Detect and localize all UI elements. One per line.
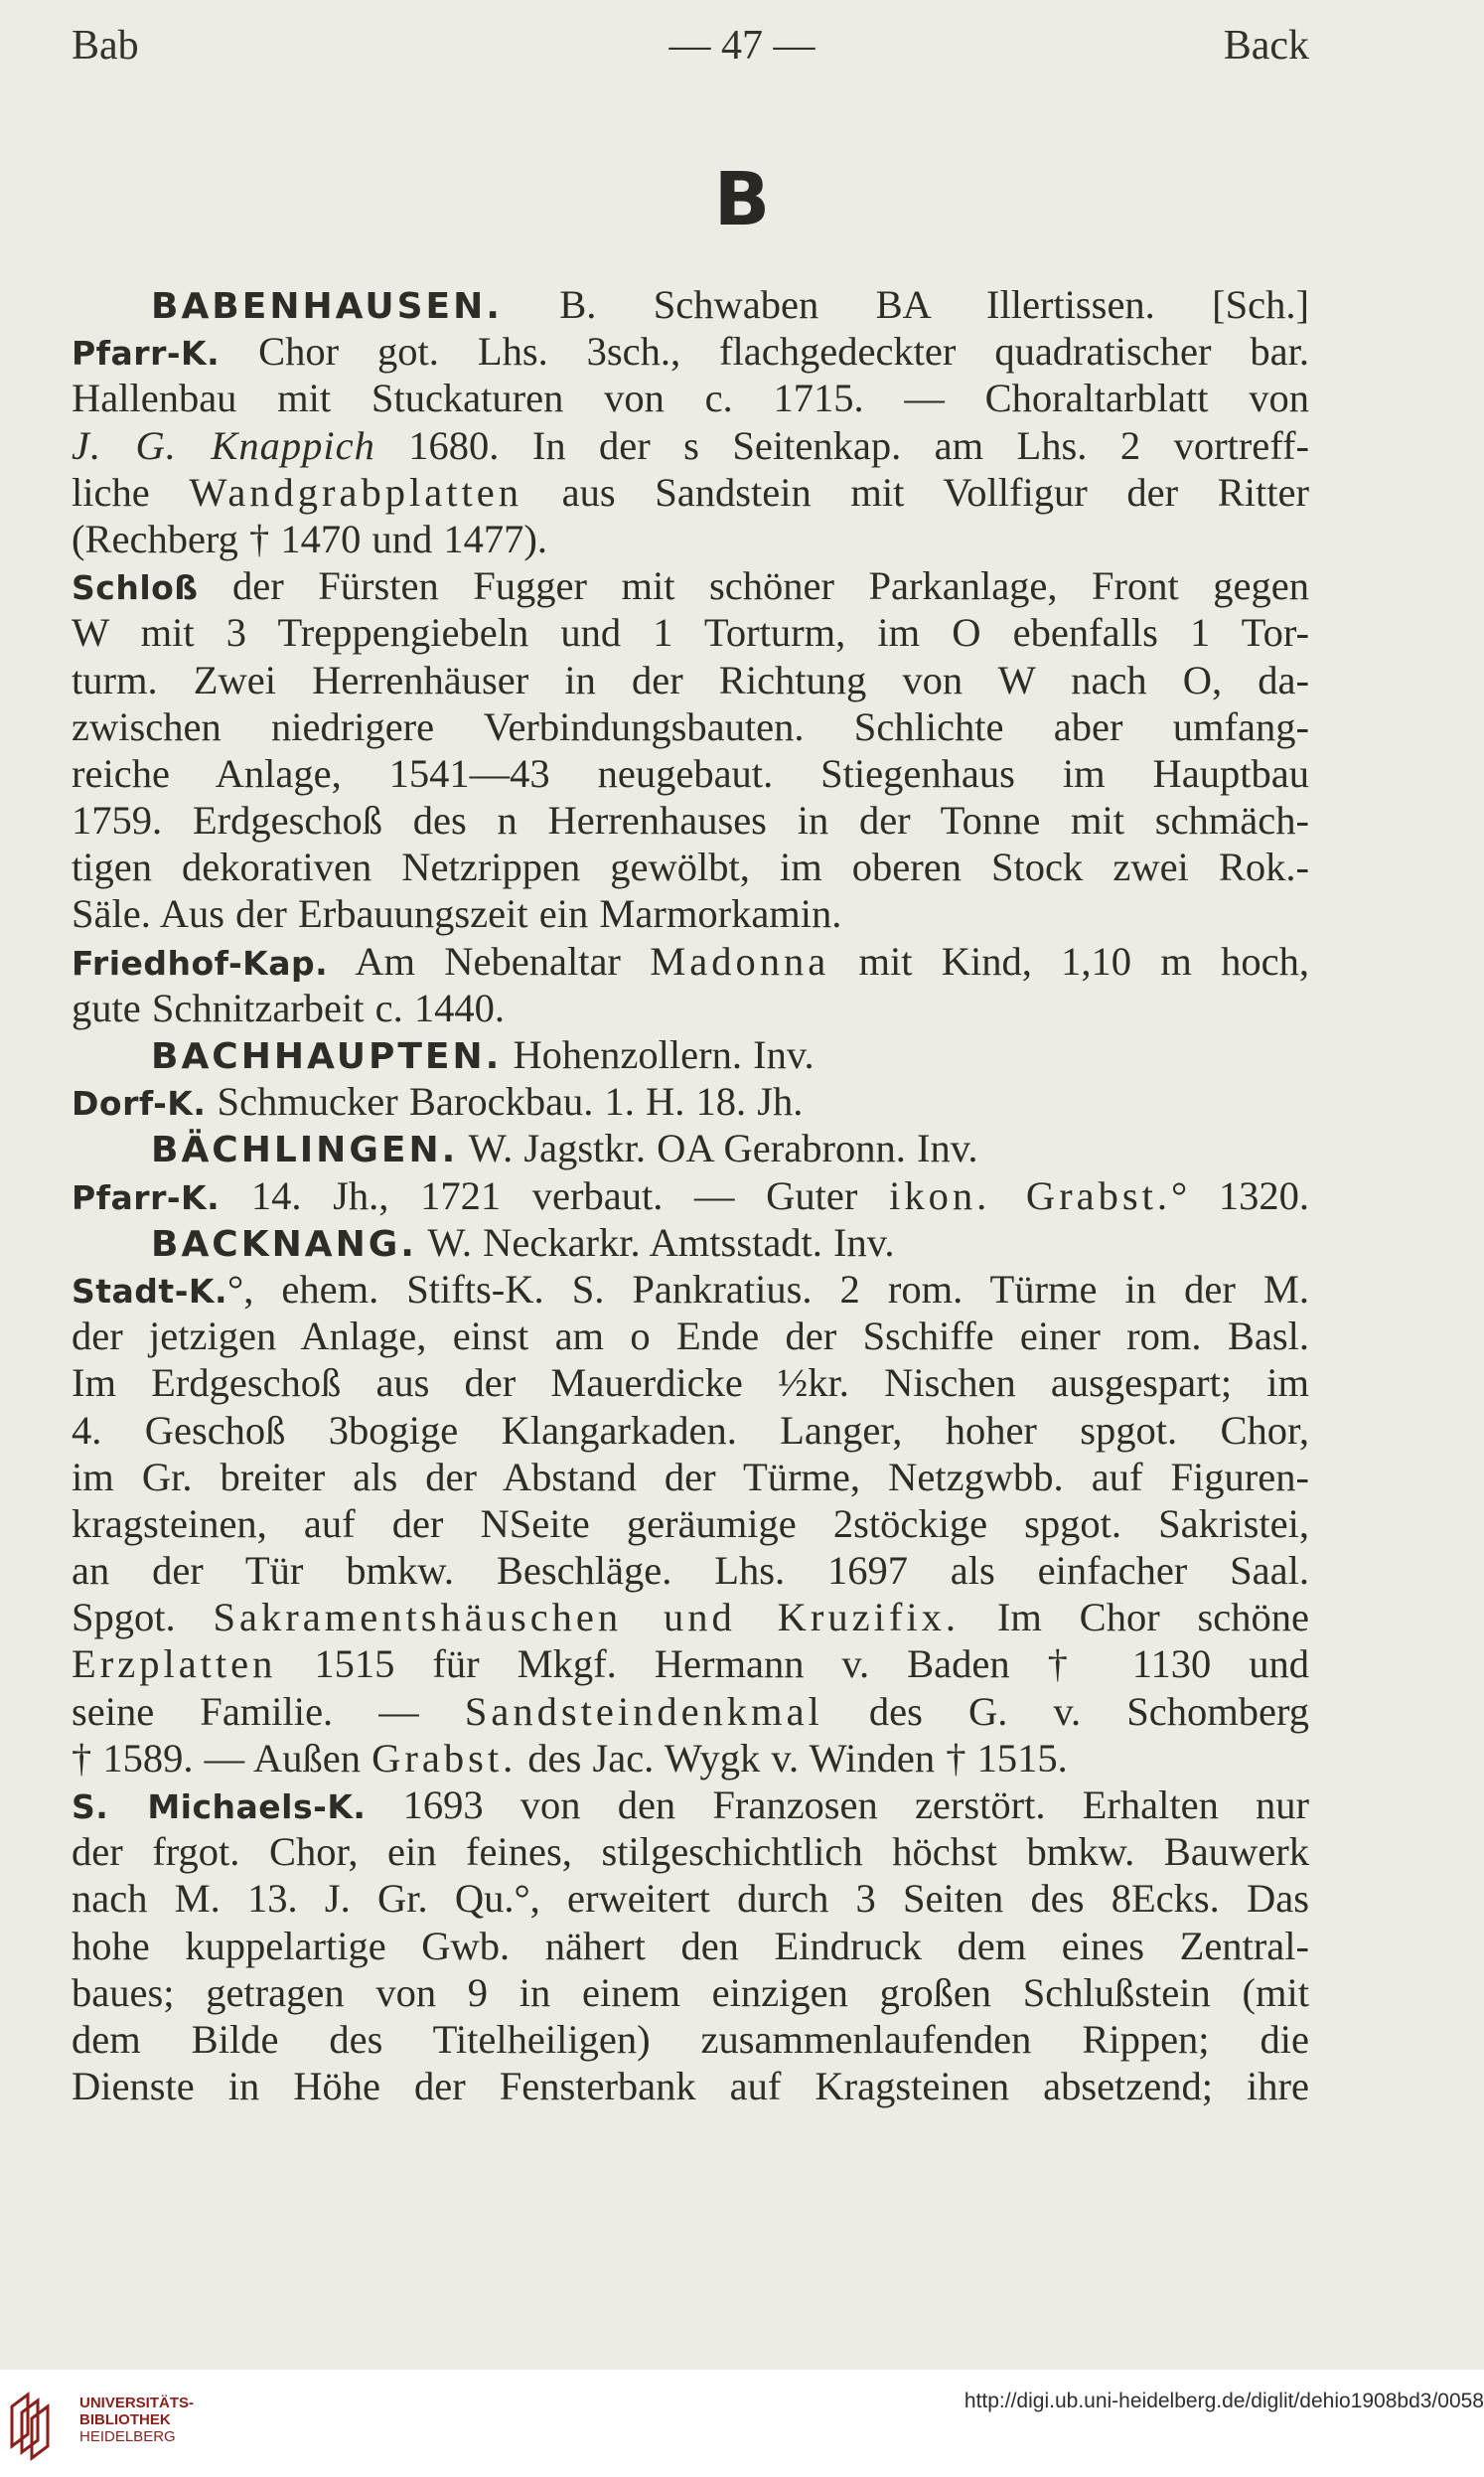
text-line: der frgot. Chor, ein feines, stilgeschichtlich höchst bmkw. Bauwerk [72, 1829, 1309, 1875]
text-line: Säle. Aus der Erbauungszeit ein Marmorkamin. [72, 891, 842, 937]
building-label: S. Michaels-K. [72, 1787, 367, 1826]
text-span: Chor got. Lhs. 3sch., flachgedeckter quadratischer bar. [220, 329, 1309, 375]
text-line [72, 469, 1309, 516]
place-heading: BACKNANG. [151, 1223, 417, 1265]
text-line [72, 562, 1309, 609]
library-name [79, 2395, 194, 2445]
text-line [72, 1688, 1309, 1735]
text-span: Sandsteindenkmal [464, 1688, 823, 1734]
library-name-line: BIBLIOTHEK [79, 2411, 171, 2428]
text-line: (Rechberg † 1470 und 1477). [72, 516, 548, 561]
text-line [72, 1031, 1309, 1078]
text-line: Dienste in Höhe der Fensterbank auf Kragsteinen absetzend; ihre [72, 2064, 1309, 2109]
text-span: der Fürsten Fugger mit schöner Parkanlage, Front gegen [198, 563, 1309, 609]
text-span: Wandgrabplatten [189, 469, 522, 515]
text-span: Madonna [650, 938, 830, 984]
running-head-right: Back [1223, 23, 1309, 69]
text-span: 14. Jh., 1721 verbaut. — Guter [220, 1172, 890, 1218]
text-span: Schmucker Barockbau. 1. H. 18. Jh. [206, 1079, 804, 1125]
text-line [72, 1640, 1309, 1687]
text-span: ° 1320. [1170, 1172, 1309, 1218]
place-heading: BÄCHLINGEN. [151, 1130, 459, 1171]
text-line: dem Bilde des Titelheiligen) zusammenlaufenden Rippen; die [72, 2016, 1309, 2062]
text-line: zwischen niedrigere Verbindungsbauten. Schlichte aber umfang- [72, 703, 1309, 749]
text-span: Sakramentshäuschen und Kruzifix. [213, 1595, 960, 1640]
text-line [72, 1735, 1309, 1781]
text-span: Grabst. [371, 1735, 518, 1780]
building-label: Schloß [72, 568, 199, 608]
building-label: Pfarr-K. [72, 334, 221, 374]
text-span: aus Sandstein mit Vollfigur der Ritter [521, 469, 1309, 515]
text-line: der jetzigen Anlage, einst am o Ende der Sschiffe einer rom. Basl. [72, 1314, 1309, 1359]
text-line: hohe kuppelartige Gwb. nähert den Eindruck dem eines Zentral- [72, 1923, 1309, 1968]
text-span: Im Chor schöne [959, 1595, 1309, 1640]
text-span: liche [72, 469, 190, 515]
text-span: ikon. Grabst. [889, 1172, 1171, 1218]
text-span: °, ehem. Stifts-K. S. Pankratius. 2 rom. Türme in der M. [227, 1266, 1309, 1312]
text-span: 1515 für Mkgf. Hermann v. Baden † 1130 und [276, 1641, 1309, 1687]
text-line [72, 1172, 1309, 1219]
source-url-link[interactable]: http://digi.ub.uni-heidelberg.de/diglit/dehio1908bd3/0058 [964, 2390, 1484, 2412]
text-line: W mit 3 Treppengiebeln und 1 Torturm, im O ebenfalls 1 Tor- [72, 610, 1309, 656]
text-line: 4. Geschoß 3bogige Klangarkaden. Langer, hoher spgot. Chor, [72, 1407, 1309, 1453]
text-line: Hallenbau mit Stuckaturen von c. 1715. — Choraltarblatt von [72, 376, 1309, 421]
text-span: W. Neckarkr. Amtsstadt. Inv. [416, 1219, 895, 1265]
section-letter: B [713, 157, 771, 242]
text-line: nach M. 13. J. Gr. Qu.°, erweitert durch 3 Seiten des 8Ecks. Das [72, 1876, 1309, 1922]
place-heading: BACHHAUPTEN. [151, 1036, 503, 1077]
library-name-line: UNIVERSITÄTS- [79, 2395, 195, 2411]
text-span: mit Kind, 1,10 m hoch, [829, 938, 1309, 984]
entry-text-block [72, 281, 1309, 2109]
text-line: reiche Anlage, 1541—43 neugebaut. Stiegenhaus im Hauptbau [72, 750, 1309, 796]
text-line: gute Schnitzarbeit c. 1440. [72, 985, 506, 1030]
text-line: baues; getragen von 9 in einem einzigen großen Schlußstein (mit [72, 1969, 1309, 2015]
text-line: turm. Zwei Herrenhäuser in der Richtung von W nach O, da- [72, 657, 1309, 702]
text-span: des Jac. Wygk v. Winden † 1515. [517, 1735, 1068, 1780]
text-line [72, 1219, 1309, 1266]
text-span: des G. v. Schomberg [822, 1688, 1309, 1734]
text-line [72, 1078, 1309, 1125]
running-head-left: Bab [72, 23, 139, 69]
footer-bar [0, 2370, 1484, 2477]
text-line [72, 281, 1309, 328]
text-span: Erzplatten [72, 1641, 277, 1687]
text-span: J. G. Knappich [72, 422, 375, 468]
place-heading: BABENHAUSEN. [151, 286, 503, 327]
text-line [72, 1781, 1309, 1828]
text-line [72, 1266, 1309, 1313]
text-line: 1759. Erdgeschoß des n Herrenhauses in der Tonne mit schmäch- [72, 798, 1309, 844]
text-line: im Gr. breiter als der Abstand der Türme, Netzgwbb. auf Figuren- [72, 1454, 1309, 1499]
text-span: Spgot. [72, 1595, 214, 1640]
text-span: 1680. In der s Seitenkap. am Lhs. 2 vortreff- [374, 422, 1309, 468]
text-line [72, 328, 1309, 375]
text-line: tigen dekorativen Netzrippen gewölbt, im oberen Stock zwei Rok.- [72, 845, 1309, 890]
library-logo-icon [8, 2387, 70, 2462]
text-line: an der Tür bmkw. Beschläge. Lhs. 1697 als einfacher Saal. [72, 1548, 1309, 1594]
text-span: Hohenzollern. Inv. [502, 1032, 815, 1077]
text-line [72, 422, 1309, 469]
text-span: W. Jagstkr. OA Gerabronn. Inv. [458, 1126, 978, 1171]
building-label: Pfarr-K. [72, 1177, 221, 1217]
text-span: seine Familie. — [72, 1688, 465, 1734]
text-line: Im Erdgeschoß aus der Mauerdicke ½kr. Nischen ausgespart; im [72, 1360, 1309, 1406]
text-line [72, 1594, 1309, 1640]
text-span: B. Schwaben BA Illertissen. [Sch.] [502, 282, 1309, 327]
text-span: † 1589. — Außen [72, 1735, 372, 1780]
page-number: — 47 — [668, 23, 816, 69]
building-label: Friedhof-Kap. [72, 943, 329, 983]
library-name-line: HEIDELBERG [79, 2428, 176, 2445]
text-line: kragsteinen, auf der NSeite geräumige 2stöckige spgot. Sakristei, [72, 1500, 1309, 1546]
text-span: 1693 von den Franzosen zerstört. Erhalten nur [366, 1782, 1309, 1827]
text-span: Am Nebenaltar [328, 938, 651, 984]
building-label: Stadt-K. [72, 1271, 228, 1311]
building-label: Dorf-K. [72, 1084, 207, 1124]
text-line [72, 938, 1309, 985]
text-line [72, 1125, 1309, 1171]
